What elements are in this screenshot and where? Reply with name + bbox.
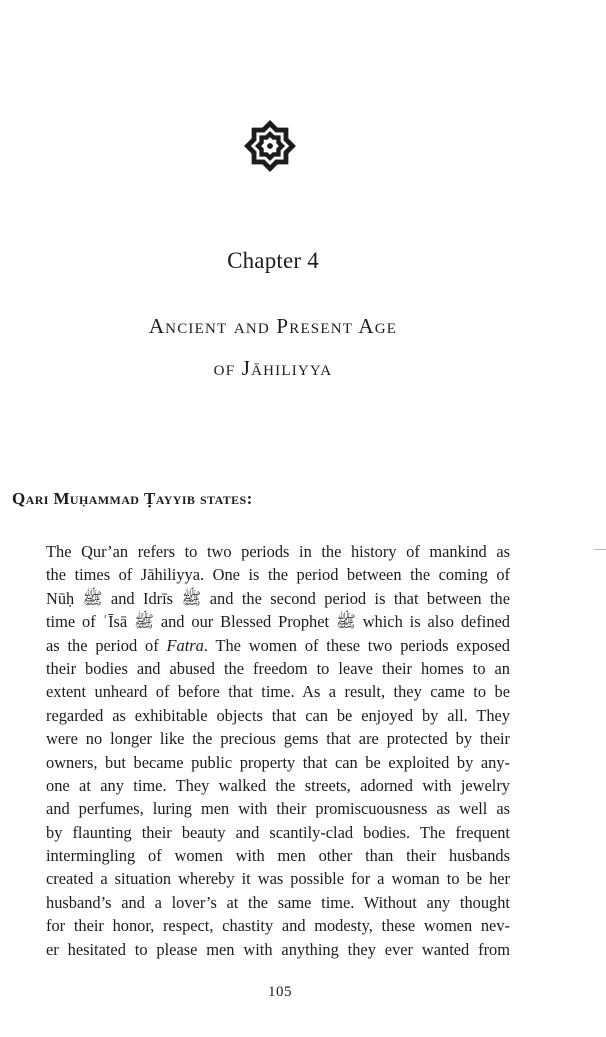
body-paragraph xyxy=(46,540,510,961)
page-number: 105 xyxy=(268,984,292,1000)
chapter-title-line-1: Ancient and Present Age xyxy=(148,314,398,338)
body-line: created a situation whereby it was possible for a woman to be her xyxy=(46,869,510,889)
body-line: intermingling of women with men other than their husbands xyxy=(46,846,510,866)
section-heading: Qari Muḥammad Ṭayyib states: xyxy=(12,489,253,508)
body-line: regarded as exhibitable objects that can be enjoyed by all. They xyxy=(46,705,510,725)
body-line: their bodies and abused the freedom to leave their homes to an xyxy=(46,658,510,678)
body-line: Nūḥ ﷺ and Idrīs ﷺ and the second period is that between the xyxy=(46,588,510,608)
body-line: were no longer like the precious gems that are protected by their xyxy=(46,729,510,749)
body-line: owners, but became public property that can be exploited by any- xyxy=(46,752,510,772)
body-line: time of ʿĪsā ﷺ and our Blessed Prophet ﷺ which is also defined xyxy=(46,612,510,632)
chapter-number: Chapter 4 xyxy=(227,248,319,273)
body-line: extent unheard of before that time. As a result, they came to be xyxy=(46,682,510,702)
margin-mark xyxy=(594,549,606,550)
body-line: by flaunting their beauty and scantily-clad bodies. The frequent xyxy=(46,822,510,842)
body-line: and perfumes, luring men with their promiscuousness as well as xyxy=(46,799,510,819)
body-line: one at any time. They walked the streets, adorned with jewelry xyxy=(46,775,510,795)
body-line: husband’s and a lover’s at the same time. Without any thought xyxy=(46,892,510,912)
chapter-title-line-2: of Jāhiliyya xyxy=(213,356,333,380)
star-ornament-icon xyxy=(241,117,299,175)
body-line-fatra: as the period of Fatra. The women of these two periods exposed xyxy=(46,635,510,655)
body-line: the times of Jāhiliyya. One is the period between the coming of xyxy=(46,565,510,585)
body-line: er hesitated to please men with anything they ever wanted from xyxy=(46,939,510,959)
body-line: for their honor, respect, chastity and modesty, these women nev- xyxy=(46,916,510,936)
body-line: The Qur’an refers to two periods in the history of mankind as xyxy=(46,542,510,561)
